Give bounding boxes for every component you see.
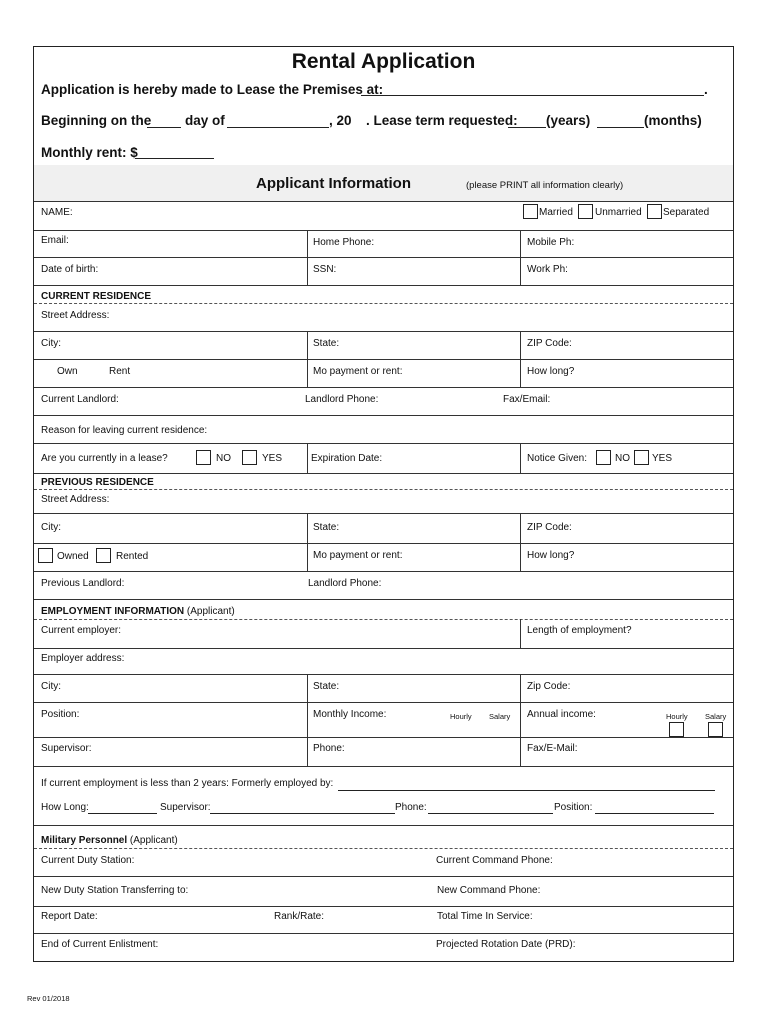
current-street-label: Street Address: (41, 310, 110, 321)
previous-state-label: State: (313, 522, 340, 533)
lease-yes-checkbox[interactable] (242, 450, 257, 465)
length-employment-label: Length of employment? (527, 625, 632, 636)
annual-salary-label: Salary (705, 712, 727, 721)
notice-no-checkbox[interactable] (596, 450, 611, 465)
married-checkbox[interactable] (523, 204, 538, 219)
mobile-label: Mobile Ph: (527, 237, 575, 248)
employer-state-label: State: (313, 681, 340, 692)
monthly-hourly-label: Hourly (450, 712, 472, 721)
prev-phone-label: Phone: (395, 802, 427, 813)
form-title: Rental Application (291, 50, 476, 73)
year-prefix-label: , 20 (329, 113, 352, 128)
command-phone-label: Current Command Phone: (436, 855, 553, 866)
lease-years-field[interactable] (508, 127, 546, 128)
owned-checkbox[interactable] (38, 548, 53, 563)
married-label: Married (539, 207, 573, 218)
notice-yes-checkbox[interactable] (634, 450, 649, 465)
application-form (33, 46, 734, 962)
lease-months-field[interactable] (597, 127, 644, 128)
owned-label: Owned (57, 551, 89, 562)
home-phone-label: Home Phone: (313, 237, 375, 248)
previous-landlord-phone-label: Landlord Phone: (308, 578, 382, 589)
months-label: (months) (644, 113, 702, 128)
current-employer-label: Current employer: (41, 625, 122, 636)
ssn-label: SSN: (313, 264, 337, 275)
prev-supervisor-field[interactable] (210, 813, 395, 814)
prev-supervisor-label: Supervisor: (160, 802, 211, 813)
report-date-label: Report Date: (41, 911, 98, 922)
duty-station-label: Current Duty Station: (41, 855, 135, 866)
previous-landlord-label: Previous Landlord: (41, 578, 125, 589)
previous-zip-label: ZIP Code: (527, 522, 572, 533)
reason-leaving-label: Reason for leaving current residence: (41, 425, 208, 436)
expiration-date-label: Expiration Date: (311, 453, 383, 464)
separated-checkbox[interactable] (647, 204, 662, 219)
how-long-label: How Long: (41, 802, 89, 813)
own-label: Own (57, 366, 78, 377)
premises-field[interactable] (361, 95, 704, 96)
rank-rate-label: Rank/Rate: (274, 911, 325, 922)
work-phone-label: Work Ph: (527, 264, 568, 275)
email-label: Email: (41, 235, 69, 246)
current-zip-label: ZIP Code: (527, 338, 572, 349)
position-label: Position: (41, 709, 80, 720)
annual-hourly-label: Hourly (666, 712, 688, 721)
unmarried-label: Unmarried (595, 207, 642, 218)
beginning-day-field[interactable] (147, 127, 181, 128)
previous-mo-payment-label: Mo payment or rent: (313, 550, 403, 561)
new-duty-station-label: New Duty Station Transferring to: (41, 885, 189, 896)
current-state-label: State: (313, 338, 340, 349)
employment-title: EMPLOYMENT INFORMATION (Applicant) (41, 606, 235, 617)
rent-label: Rent (109, 366, 131, 377)
applicant-info-title: Applicant Information (256, 175, 411, 192)
beginning-month-field[interactable] (227, 127, 329, 128)
lease-no-label: NO (216, 453, 231, 464)
current-mo-payment-label: Mo payment or rent: (313, 366, 403, 377)
rented-checkbox[interactable] (96, 548, 111, 563)
notice-yes-label: YES (652, 453, 673, 464)
unmarried-checkbox[interactable] (578, 204, 593, 219)
monthly-rent-field[interactable] (135, 158, 214, 159)
military-title: Military Personnel (Applicant) (41, 835, 178, 846)
current-how-long-label: How long? (527, 366, 575, 377)
employer-fax-label: Fax/E-Mail: (527, 743, 578, 754)
current-landlord-phone-label: Landlord Phone: (305, 394, 379, 405)
years-label: (years) (546, 113, 591, 128)
formerly-employed-label: If current employment is less than 2 years: Formerly employed by: (41, 778, 334, 789)
how-long-field[interactable] (88, 813, 157, 814)
employer-zip-label: Zip Code: (527, 681, 571, 692)
employer-address-label: Employer address: (41, 653, 125, 664)
revision-label: Rev 01/2018 (27, 994, 70, 1003)
current-fax-label: Fax/Email: (503, 394, 551, 405)
monthly-rent-label: Monthly rent: $ (41, 145, 138, 160)
print-note: (please PRINT all information clearly) (466, 180, 624, 191)
employer-phone-label: Phone: (313, 743, 345, 754)
new-command-phone-label: New Command Phone: (437, 885, 541, 896)
previous-how-long-label: How long? (527, 550, 575, 561)
dob-label: Date of birth: (41, 264, 99, 275)
current-residence-title: CURRENT RESIDENCE (41, 291, 152, 302)
previous-street-label: Street Address: (41, 494, 110, 505)
applicant-banner (34, 165, 733, 201)
current-landlord-label: Current Landlord: (41, 394, 119, 405)
current-city-label: City: (41, 338, 61, 349)
beginning-label: Beginning on the (41, 113, 152, 128)
rented-label: Rented (116, 551, 149, 562)
prd-label: Projected Rotation Date (PRD): (436, 939, 576, 950)
annual-salary-checkbox[interactable] (708, 722, 723, 737)
lease-yes-label: YES (262, 453, 283, 464)
annual-hourly-checkbox[interactable] (669, 722, 684, 737)
monthly-income-label: Monthly Income: (313, 709, 387, 720)
notice-no-label: NO (615, 453, 630, 464)
lease-term-label: . Lease term requested: (366, 113, 518, 128)
prev-position-field[interactable] (595, 813, 714, 814)
premises-period: . (704, 82, 708, 97)
previous-city-label: City: (41, 522, 61, 533)
lease-question-label: Are you currently in a lease? (41, 453, 168, 464)
previous-residence-title: PREVIOUS RESIDENCE (41, 477, 154, 488)
notice-given-label: Notice Given: (527, 453, 588, 464)
day-of-label: day of (185, 113, 225, 128)
separated-label: Separated (663, 207, 710, 218)
prev-phone-field[interactable] (428, 813, 553, 814)
lease-no-checkbox[interactable] (196, 450, 211, 465)
monthly-salary-label: Salary (489, 712, 511, 721)
premises-label: Application is hereby made to Lease the Premises at: (41, 82, 384, 97)
employer-city-label: City: (41, 681, 61, 692)
total-time-label: Total Time In Service: (437, 911, 533, 922)
supervisor-label: Supervisor: (41, 743, 92, 754)
prev-position-label: Position: (554, 802, 593, 813)
end-enlistment-label: End of Current Enlistment: (41, 939, 159, 950)
annual-income-label: Annual income: (527, 709, 596, 720)
formerly-employed-field[interactable] (338, 790, 715, 791)
name-label: NAME: (41, 207, 73, 218)
